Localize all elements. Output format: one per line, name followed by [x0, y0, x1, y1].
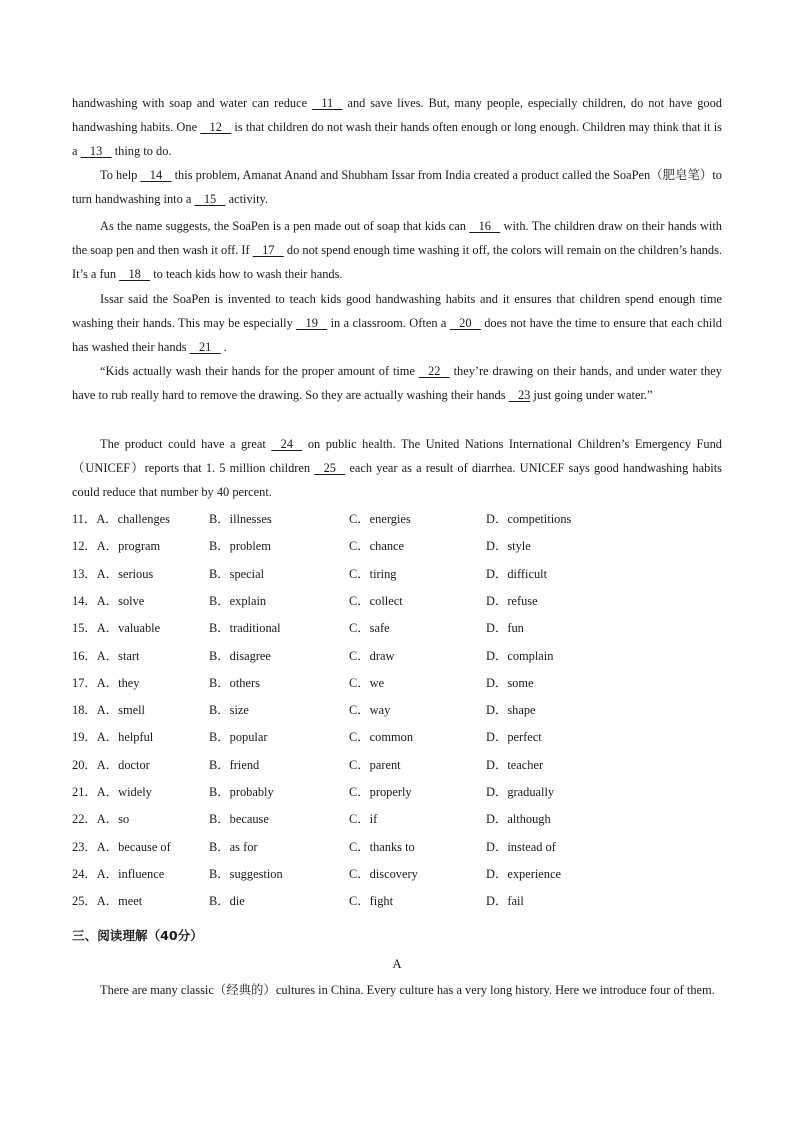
question-option-a: [72, 837, 171, 855]
question-option-a: [72, 700, 145, 718]
question-number: 15．: [72, 621, 97, 636]
question-option-a: [72, 536, 160, 554]
blank-21: 21: [198, 340, 212, 355]
option-text: A．solve: [96, 593, 145, 608]
question-option-a: [72, 591, 144, 609]
blank-16: 16: [478, 219, 491, 233]
question-number: 14．: [72, 593, 97, 608]
text: does not have the time to ensure that each child has washed their hands: [72, 316, 722, 355]
blank-19: 19: [305, 316, 318, 331]
question-row: [72, 536, 722, 556]
option-text: A．because of: [96, 839, 171, 854]
question-option-b: B．popular: [209, 730, 268, 745]
blank-12: 12: [209, 120, 222, 135]
passage-paragraph-3: [72, 214, 722, 287]
question-number: 21．: [72, 785, 97, 799]
question-option-b: B．size: [209, 703, 249, 718]
question-row: [72, 646, 722, 666]
blank-20: 20: [459, 316, 472, 331]
question-option-d: D．style: [486, 539, 531, 554]
question-number: 23．: [72, 839, 97, 854]
question-row: [72, 700, 722, 720]
question-number: 24．: [72, 866, 97, 881]
blank-23: 23: [517, 388, 531, 403]
question-row: [72, 618, 722, 638]
text: The product could have a great: [100, 437, 272, 451]
text: each year as a result of diarrhea. UNICEF says good handwashing habits could reduce that number by 40 percent.: [72, 461, 723, 500]
question-option-d: D．teacher: [486, 757, 544, 772]
question-option-d: D．fun: [486, 621, 524, 636]
question-option-a: [72, 755, 150, 773]
question-option-b: B．special: [209, 566, 265, 581]
option-text: A．they: [96, 675, 140, 690]
question-row: [72, 727, 722, 747]
blank-11: 11: [321, 96, 334, 110]
text: thing to do.: [111, 144, 172, 159]
text: Issar said the SoaPen is invented to teach kids good handwashing habits and it ensures that children spend enough time washing their hands. This may be especially: [72, 292, 722, 331]
question-option-c: C．thanks to: [349, 839, 415, 854]
question-option-c: C．parent: [349, 757, 401, 772]
question-option-a: [72, 891, 142, 909]
question-number: 13．: [72, 566, 97, 581]
option-text: A．program: [96, 539, 161, 554]
option-text: A．so: [96, 812, 130, 827]
question-option-c: C．tiring: [349, 566, 397, 581]
question-option-a: [72, 809, 129, 827]
passage-paragraph-2: [72, 163, 722, 211]
question-option-c: C．chance: [349, 539, 405, 554]
text: “Kids actually wash their hands for the proper amount of time: [100, 364, 419, 378]
question-option-b: B．die: [209, 894, 245, 909]
text: with. The children draw on their hands with the soap pen and then wash it off. If: [72, 219, 722, 258]
text: on public health. The United Nations International Children’s Emergency Fund（UNICEF）reports that 1. 5 million children: [72, 437, 722, 476]
question-number: 25．: [72, 894, 97, 909]
text: this problem, Amanat Anand and Shubham Issar from India created a product called the SoaPen（肥皂笔）to turn handwashing into a: [72, 168, 722, 207]
question-option-c: C．draw: [349, 648, 395, 663]
question-option-d: D．instead of: [486, 839, 556, 854]
blank-25: 25: [323, 461, 336, 476]
option-text: A．influence: [96, 866, 165, 881]
question-option-c: C．discovery: [349, 866, 418, 881]
question-option-a: [72, 727, 153, 745]
question-number: 17．: [72, 675, 97, 690]
question-row: [72, 891, 722, 911]
question-option-b: B．friend: [209, 757, 260, 772]
question-row: [72, 809, 722, 829]
question-option-d: D．refuse: [486, 593, 538, 608]
question-option-d: D．gradually: [486, 785, 555, 799]
option-text: A．meet: [96, 894, 143, 909]
option-text: A．valuable: [96, 621, 161, 636]
question-option-c: C．common: [349, 730, 414, 745]
question-option-a: [72, 509, 170, 527]
question-option-c: C．we: [349, 675, 385, 690]
section-title: 三、阅读理解（40分）: [72, 928, 203, 943]
text: is that children do not wash their hands often enough or long enough. Children may think that it is a: [72, 120, 723, 159]
text: activity.: [225, 192, 269, 207]
option-text: A．smell: [96, 703, 145, 718]
question-number: 19．: [72, 730, 97, 745]
question-option-a: [72, 618, 160, 636]
option-text: A．start: [96, 648, 140, 663]
text: To help: [100, 168, 141, 182]
passage-paragraph-6: [72, 432, 722, 505]
question-number: 20．: [72, 757, 97, 772]
reading-intro: [72, 978, 722, 1002]
text: in a classroom. Often a: [327, 316, 450, 331]
question-number: 22．: [72, 812, 97, 827]
passage-paragraph-4: [72, 287, 722, 360]
question-option-c: C．energies: [349, 512, 411, 526]
question-option-d: D．experience: [486, 866, 561, 881]
question-row: [72, 837, 722, 857]
question-option-b: B．suggestion: [209, 866, 283, 881]
question-option-a: [72, 673, 139, 691]
text: and save lives. But, many people, especially children, do not have good handwashing habits. One: [72, 96, 722, 135]
question-number: 11．: [72, 512, 97, 526]
passage-paragraph-5: [72, 359, 722, 407]
question-number: 18．: [72, 703, 97, 718]
text: As the name suggests, the SoaPen is a pen made out of soap that kids can: [100, 219, 470, 233]
question-option-b: B．disagree: [209, 648, 271, 663]
question-row: [72, 591, 722, 611]
question-option-d: D．shape: [486, 703, 536, 718]
blank-18: 18: [128, 267, 141, 282]
blank-15: 15: [203, 192, 217, 207]
option-text: A．helpful: [96, 730, 154, 745]
text: they’re drawing on their hands, and under water they have to rub really hard to remove the drawing. So they are actually washing their hands: [72, 364, 722, 403]
text: do not spend enough time washing it off, the colors will remain on the children’s hands. It’s a fun: [72, 243, 723, 282]
question-option-d: D．complain: [486, 648, 554, 663]
text: handwashing with soap and water can reduce: [72, 96, 313, 110]
question-option-b: B．probably: [209, 785, 274, 799]
question-option-a: [72, 782, 152, 800]
question-option-d: D．although: [486, 812, 551, 827]
question-row: [72, 673, 722, 693]
question-option-d: D．difficult: [486, 566, 548, 581]
question-number: 16．: [72, 648, 97, 663]
passage-paragraph-1: [72, 91, 722, 164]
question-option-b: B．illnesses: [209, 512, 272, 526]
question-row: [72, 755, 722, 775]
option-text: A．challenges: [96, 512, 170, 526]
blank-13: 13: [89, 144, 103, 159]
option-text: A．serious: [96, 566, 154, 581]
question-option-d: D．fail: [486, 894, 524, 909]
question-option-c: C．if: [349, 812, 378, 827]
question-option-b: B．traditional: [209, 621, 281, 636]
question-row: [72, 564, 722, 584]
question-option-a: [72, 564, 153, 582]
blank-17: 17: [262, 243, 275, 258]
text: to teach kids how to wash their hands.: [150, 267, 343, 282]
blank-14: 14: [149, 168, 163, 182]
text: .: [220, 340, 227, 355]
blank-22: 22: [428, 364, 441, 378]
question-option-d: D．some: [486, 675, 534, 690]
question-number: 12．: [72, 539, 97, 554]
option-text: A．widely: [96, 785, 152, 799]
question-option-d: D．perfect: [486, 730, 542, 745]
question-option-c: C．fight: [349, 894, 394, 909]
question-option-b: B．because: [209, 812, 269, 827]
question-option-b: B．explain: [209, 593, 267, 608]
text: just going under water.”: [530, 388, 653, 403]
question-option-c: C．collect: [349, 593, 403, 608]
question-option-d: D．competitions: [486, 512, 572, 526]
option-text: A．doctor: [96, 757, 150, 772]
passage-letter: A: [392, 957, 402, 971]
question-option-c: C．safe: [349, 621, 390, 636]
text: There are many classic（经典的）cultures in China. Every culture has a very long history. Here we introduce four of them.: [100, 983, 715, 997]
question-row: [72, 864, 722, 884]
blank-24: 24: [280, 437, 294, 451]
question-row: [72, 782, 722, 802]
question-option-a: [72, 864, 164, 882]
question-row: [72, 509, 722, 529]
question-option-b: B．as for: [209, 839, 258, 854]
question-option-c: C．way: [349, 703, 391, 718]
question-option-a: [72, 646, 139, 664]
question-option-b: B．problem: [209, 539, 271, 554]
question-option-b: B．others: [209, 675, 260, 690]
question-option-c: C．properly: [349, 785, 412, 799]
